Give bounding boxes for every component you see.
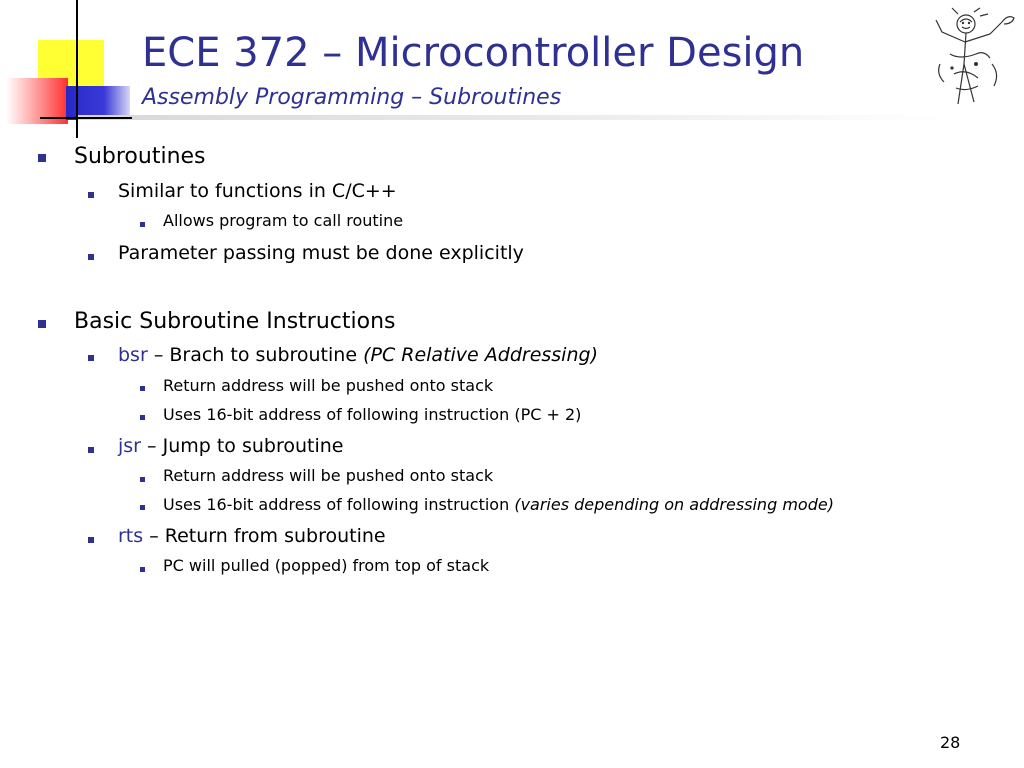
subitem-note: (varies depending on addressing mode): [514, 495, 834, 514]
list-subitem: Uses 16-bit address of following instruction (PC + 2): [163, 405, 582, 424]
bullet-marker: [38, 320, 46, 328]
list-item-rts: [118, 525, 386, 547]
bullet-marker: [88, 537, 94, 543]
bullet-marker: [140, 222, 145, 227]
item-description: – Jump to subroutine: [147, 435, 344, 457]
bullet-marker: [88, 254, 94, 260]
item-description: – Return from subroutine: [149, 525, 386, 547]
bullet-marker: [38, 154, 46, 162]
sketch-figure-icon: [930, 4, 1020, 116]
list-subitem: Return address will be pushed onto stack: [163, 376, 494, 395]
slide-subtitle: Assembly Programming – Subroutines: [142, 85, 562, 110]
page-number: 28: [940, 733, 961, 752]
bullet-marker: [140, 415, 145, 420]
list-item-jsr: [118, 435, 343, 457]
bullet-marker: [88, 447, 94, 453]
list-subitem: Allows program to call routine: [163, 211, 404, 230]
list-subitem: [163, 495, 834, 514]
bullet-marker: [88, 192, 94, 198]
list-subitem: Return address will be pushed onto stack: [163, 466, 494, 485]
keyword-jsr: jsr: [118, 435, 141, 457]
title-underline-rule: [78, 115, 944, 120]
section-heading-instructions: Basic Subroutine Instructions: [74, 309, 396, 334]
item-note: (PC Relative Addressing): [363, 344, 598, 366]
list-item: Similar to functions in C/C++: [118, 180, 397, 202]
list-subitem: PC will pulled (popped) from top of stack: [163, 556, 490, 575]
item-description: – Brach to subroutine: [153, 344, 358, 366]
bullet-marker: [140, 386, 145, 391]
list-item: Parameter passing must be done explicitly: [118, 242, 524, 264]
bullet-marker: [140, 567, 145, 572]
keyword-bsr: bsr: [118, 344, 148, 366]
horizontal-divider-line: [40, 117, 132, 119]
bullet-marker: [140, 477, 145, 482]
keyword-rts: rts: [118, 525, 144, 547]
subitem-text: Uses 16-bit address of following instruction: [163, 495, 510, 514]
list-item-bsr: [118, 344, 598, 366]
slide-title: ECE 372 – Microcontroller Design: [142, 30, 805, 76]
bullet-marker: [140, 505, 145, 510]
section-heading-subroutines: Subroutines: [74, 144, 206, 169]
bullet-marker: [88, 355, 94, 361]
